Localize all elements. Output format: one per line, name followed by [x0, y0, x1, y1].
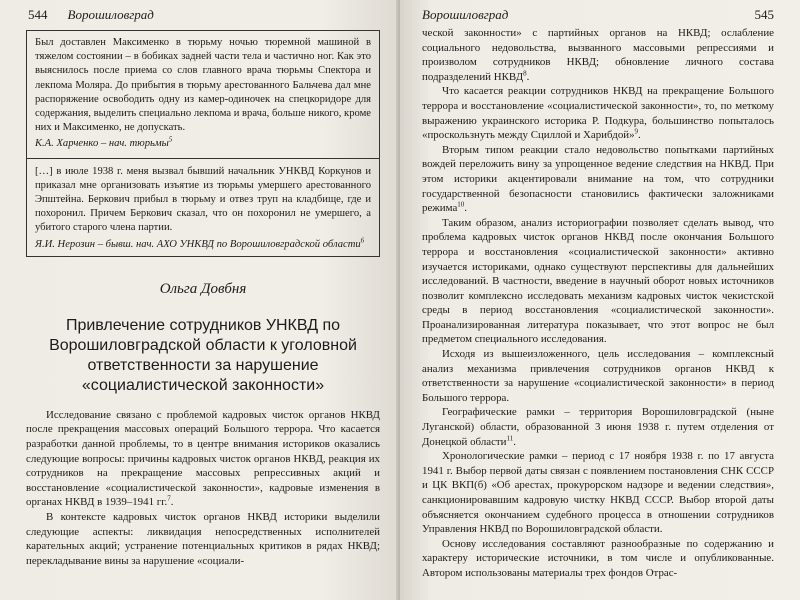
footnote-ref: 11	[506, 434, 514, 442]
left-page-number: 544	[28, 7, 48, 22]
right-running-head-title: Ворошиловград	[422, 7, 509, 22]
right-body-text	[422, 26, 774, 581]
paragraph: Хронологические рамки – период с 17 ноября 1938 г. по 17 августа 1941 г. Выбор первой даты связан с появлением постановления СНК СССР и ЦК ВКП(б) «Об арестах, прокурорском надзоре и ведении следствия», санкционировавшим кадровую чистку НКВД СССР. Выбор второй даты объясняется окончанием судебного процесса в отношении сотрудников Управления НКВД по Ворошиловградской области.	[422, 450, 774, 536]
right-page	[400, 0, 800, 600]
left-running-head-title: Ворошиловград	[67, 7, 154, 22]
paragraph: ческой законности» с партийных органов на НКВД; ослабление социального недовольства, вызванного массовыми репрессиями и произволом сотрудников НКВД; обновление личного состава подразделений НКВД$^8$.	[422, 27, 774, 83]
paragraph: Исходя из вышеизложенного, цель исследования – комплексный анализ механизма привлечения сотрудников органов НКВД к ответственности за нарушение «социалистической законности» в период Большого террора.	[422, 348, 774, 404]
paragraph: Таким образом, анализ историографии позволяет сделать вывод, что проблема кадровых чисток органов НКВД после окончания Большого террора и восстановления «социалистической законности» активно изучается историками, однако существуют перспективы для дальнейших исследований. В частности, введение в научный оборот новых источников позволит комплексно исследовать механизм кадровых чисток чекистской среды в период восстановления «социалистической законности». Проанализированная литература показывает, что этот вопрос не был предметом специального исследования.	[422, 216, 774, 346]
right-running-header	[422, 6, 774, 24]
paragraph: В контексте кадровых чисток органов НКВД историки выделили следующие аспекты: ликвидация непосредственных исполнителей карательных акций; устранение потенциальных критиков в рядах НКВД; перекладывание вины за нарушение «социали-	[26, 511, 380, 567]
epigraph-quote-2: […] в июле 1938 г. меня вызвал бывший начальник УНКВД Коркунов и приказал мне организовать изъятие из тюрьмы умершего арестованного Эпштейна. Беркович прибыл в тюрьму и отвез труп на кладбище, где и похоронил. Причем Беркович сказал, что он похоронил не умершего, а убитого старого члена партии.	[35, 165, 371, 234]
left-body-text	[26, 408, 380, 569]
footnote-ref: 6	[360, 236, 365, 245]
epigraph-divider	[27, 158, 379, 159]
footnote-ref: 9	[634, 127, 639, 136]
footnote-ref: 10	[457, 200, 465, 209]
article-title: Привлечение сотрудников УНКВД по Ворошиловградской области к уголовной ответственности за нарушение «социалистической законности»	[49, 316, 357, 394]
epigraph-quote-1: Был доставлен Максименко в тюрьму ночью тюремной машиной в тяжелом состоянии – в бобиках задней части тела и частично ног. Как это выяснилось после приема со слов главного врача тюрьмы Спектора и лекпома Моляра. До прибытия в тюрьму арестованного Бальчева дал мне распоряжение освободить одну из камер-одиночек на спецкоридоре для содержания, выделить специально лекпома и врача, больше никого, кроме них и Максименко, не допускать.	[35, 37, 371, 134]
epigraph-attribution-1: К.А. Харченко – нач. тюрьмы$^5$	[35, 135, 173, 150]
paragraph: Исследование связано с проблемой кадровых чисток органов НКВД после прекращения массовых операций Большого террора. Что касается разработки данной проблемы, то в центре внимания историков оказались следующие вопросы: причины кадровых чисток органов НКВД, реакция их сотрудников на прекращение массовых репрессивных акций и восстановление «социалистической законности», кадровые изменения в органах НКВД в 1939–1941 гг.$^7$.	[26, 408, 380, 509]
article-author: Ольга Довбня	[159, 280, 247, 297]
footnote-ref: 5	[168, 135, 173, 144]
epigraph-attribution-2: Я.И. Нерозин – бывш. нач. АХО УНКВД по Ворошиловградской области$^6$	[35, 236, 365, 250]
paragraph: Что касается реакции сотрудников НКВД на прекращение Большого террора и восстановление «социалистической законности», то, по меткому выражению украинского историка Р. Подкура, большинство попыталось «проскользнуть между Сциллой и Харибдой»$^9$.	[422, 85, 774, 142]
footnote-ref: 7	[167, 494, 171, 503]
footnote-ref: 8	[523, 69, 527, 78]
paragraph: Географические рамки – территория Ворошиловградской (ныне Луганской) области, образованной 3 июня 1938 г. путем отделения от Донецкой области$^{11}$.	[422, 406, 774, 448]
right-page-number: 545	[754, 7, 774, 22]
left-running-header	[26, 6, 380, 24]
epigraph-box	[26, 30, 380, 257]
paragraph: Вторым типом реакции стало недовольство попытками партийных вождей переложить вину за упрощенное ведение следствия на НКВД. При этом историки акцентировали внимание на том, что сотрудники государственной безопасности становились фактически заложниками режима$^{10}$.	[422, 143, 774, 215]
paragraph: Основу исследования составляют разнообразные по содержанию и характеру исторические источники, в том числе и опубликованные. Автором использованы материалы трех фондов Отрас-	[422, 537, 774, 579]
